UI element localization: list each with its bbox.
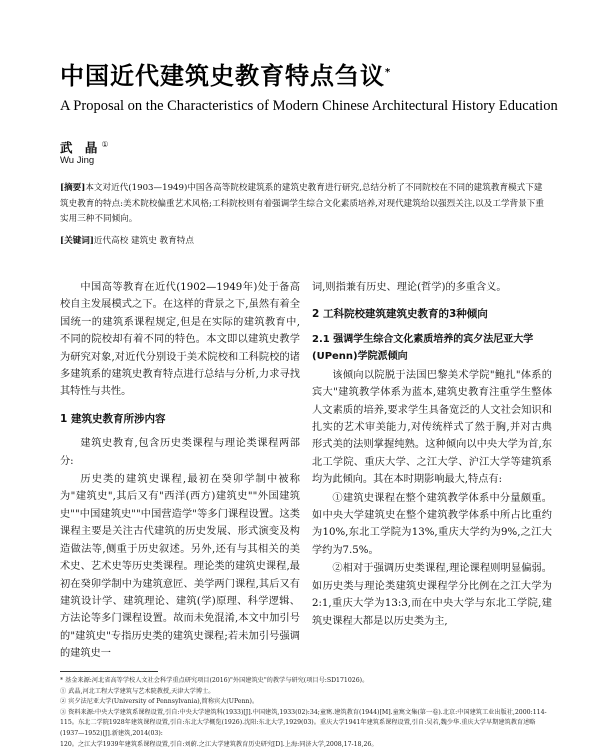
abstract-text: 本文对近代(1903—1949)中国各高等院校建筑系的建筑史教育进行研究,总结分析了不同院校在不同的建筑教育模式下建筑史教育的特点:美术院校偏重艺术风格;工科院校则有着强调学生综合文化素质培养,对现代建筑给以强烈关注,以及工学背景下重实用三种不同倾向。	[60, 183, 544, 224]
intro-paragraph: 中国高等教育在近代(1902—1949年)处于备高校自主发展模式之下。在这样的背景之下,虽然有着全国统一的建筑系课程规定,但是在实际的建筑教育中,不同的院校却有着不同的特色。本文即以建筑史教学为研究对象,对近代分别设于美术院校和工科院校的诸多建筑系的建筑史教育特点进行总结与分析,力求寻找其特性与共性。	[60, 282, 300, 398]
paper-title	[60, 56, 391, 91]
footnote: ② 宾夕法尼亚大学(University of Pennsylvania),简称宾大(UPenn)。	[60, 698, 259, 706]
footnotes	[60, 676, 550, 750]
body-paragraph: 建筑史教育,包含历史类课程与理论类课程两部分:	[60, 438, 300, 467]
footnote: ③ 资料来源:中央大学建筑系课程设置,引自:中央大学建筑科(1933)[J].中国建筑,1933(02):34;童寯.建筑教育(1944)[M].童寯文集(第一卷).北京:中国建筑工业出版社,2000:114-115。东北二学院1928年建筑课程设置,引自:东北大学概览(1926).沈阳:东北大学,1929(03)。重庆大学1941年建筑系课程设置,引自:吴若,魏少华.重庆大学早期建筑教育述略(1937—1952)[J].新建筑,2014(03):	[60, 708, 547, 737]
keywords-label: [关键词]	[60, 236, 94, 246]
author-footnote-mark: ①	[101, 139, 109, 149]
body-paragraph: ②相对于强调历史类课程,理论课程则明显偏弱。如历史类与理论类建筑史课程学分比例在之江大学为2:1,重庆大学为13:3,而在中央大学与东北工学院,建筑史课程大都是以历史类为主,	[312, 563, 552, 627]
right-column	[312, 279, 552, 631]
footnote: * 基金来源:河北省高等学校人文社会科学重点研究项目(2016)"外国建筑史"的教学与研究(项目号:SD171026)。	[60, 677, 369, 684]
body-paragraph: 历史类的建筑史课程,最初在癸卯学制中被称为"建筑史",其后又有"西洋(西方)建筑史""外国建筑史""中国建筑史""中国营造学"等多门课程设置。这类课程主要是关注古代建筑的历史发展、形式演变及构造做法等,侧重于历史叙述。另外,还有与其相关的美术史、艺术史等历史类课程。理论类的建筑史课程,最初在癸卯学制中为建筑意匠、美学两门课程,其后又有建筑设计学、建筑理论、建筑(学)原理、科学逻辑、方法论等多门课程设置。故而未免混淆,本文中加引号的"建筑史"专指历史类的建筑史课程;若未加引号强调的建筑史一	[60, 474, 300, 660]
left-column	[60, 279, 300, 664]
section-heading-1: 1 建筑史教育所涉内容	[60, 412, 166, 425]
body-paragraph: ①建筑史课程在整个建筑教学体系中分量颇重。如中央大学建筑史在整个建筑教学体系中所占比重约为10%,东北工学院为13%,重庆大学约为9%,之江大学约为7.5%。	[312, 492, 552, 556]
footnote-divider	[60, 671, 158, 672]
title-footnote-mark: *	[385, 67, 392, 78]
title-text: 中国近代建筑史教育特点刍议	[60, 62, 385, 90]
section-heading-2: 2 工科院校建筑建筑史教育的3种倾向	[312, 308, 488, 321]
keywords	[60, 234, 194, 246]
abstract-label: [摘要]	[60, 183, 86, 193]
english-title: A Proposal on the Characteristics of Modern Chinese Architectural History Education	[60, 98, 558, 114]
body-paragraph: 词,则指兼有历史、理论(哲学)的多重含义。	[312, 282, 507, 293]
footnote: 120。之江大学1939年建筑系课程设置,引自:刘蔚.之江大学建筑教育历史研究[D].上海:同济大学,2008,17-18,26。	[60, 740, 378, 748]
abstract	[60, 181, 548, 228]
author-name-english: Wu Jing	[60, 155, 95, 166]
footnote: ① 武晶,河北工程大学建筑与艺术院教授,天津大学博士。	[60, 687, 215, 695]
body-paragraph: 该倾向以院脱于法国巴黎美术学院"鲍扎"体系的宾大"建筑教学体系为蓝本,建筑史教育注重学生整体人文素质的培养,要求学生具备宽泛的人文社会知识和扎实的艺术审美能力,对传统样式了然于胸,并对古典形式美的法则掌握纯熟。这种倾向以中央大学为首,东北工学院、重庆大学、之江大学、沪江大学等建筑系均为此倾向。其在本时期影响最大,特点有:	[312, 369, 552, 486]
keywords-text: 近代高校 建筑史 教育特点	[93, 236, 194, 246]
author-text: 武 晶	[60, 140, 102, 155]
subsection-heading-2-1: 2.1 强调学生综合文化素质培养的宾夕法尼亚大学(UPenn)学院派倾向	[312, 333, 534, 362]
author-name	[60, 138, 109, 156]
